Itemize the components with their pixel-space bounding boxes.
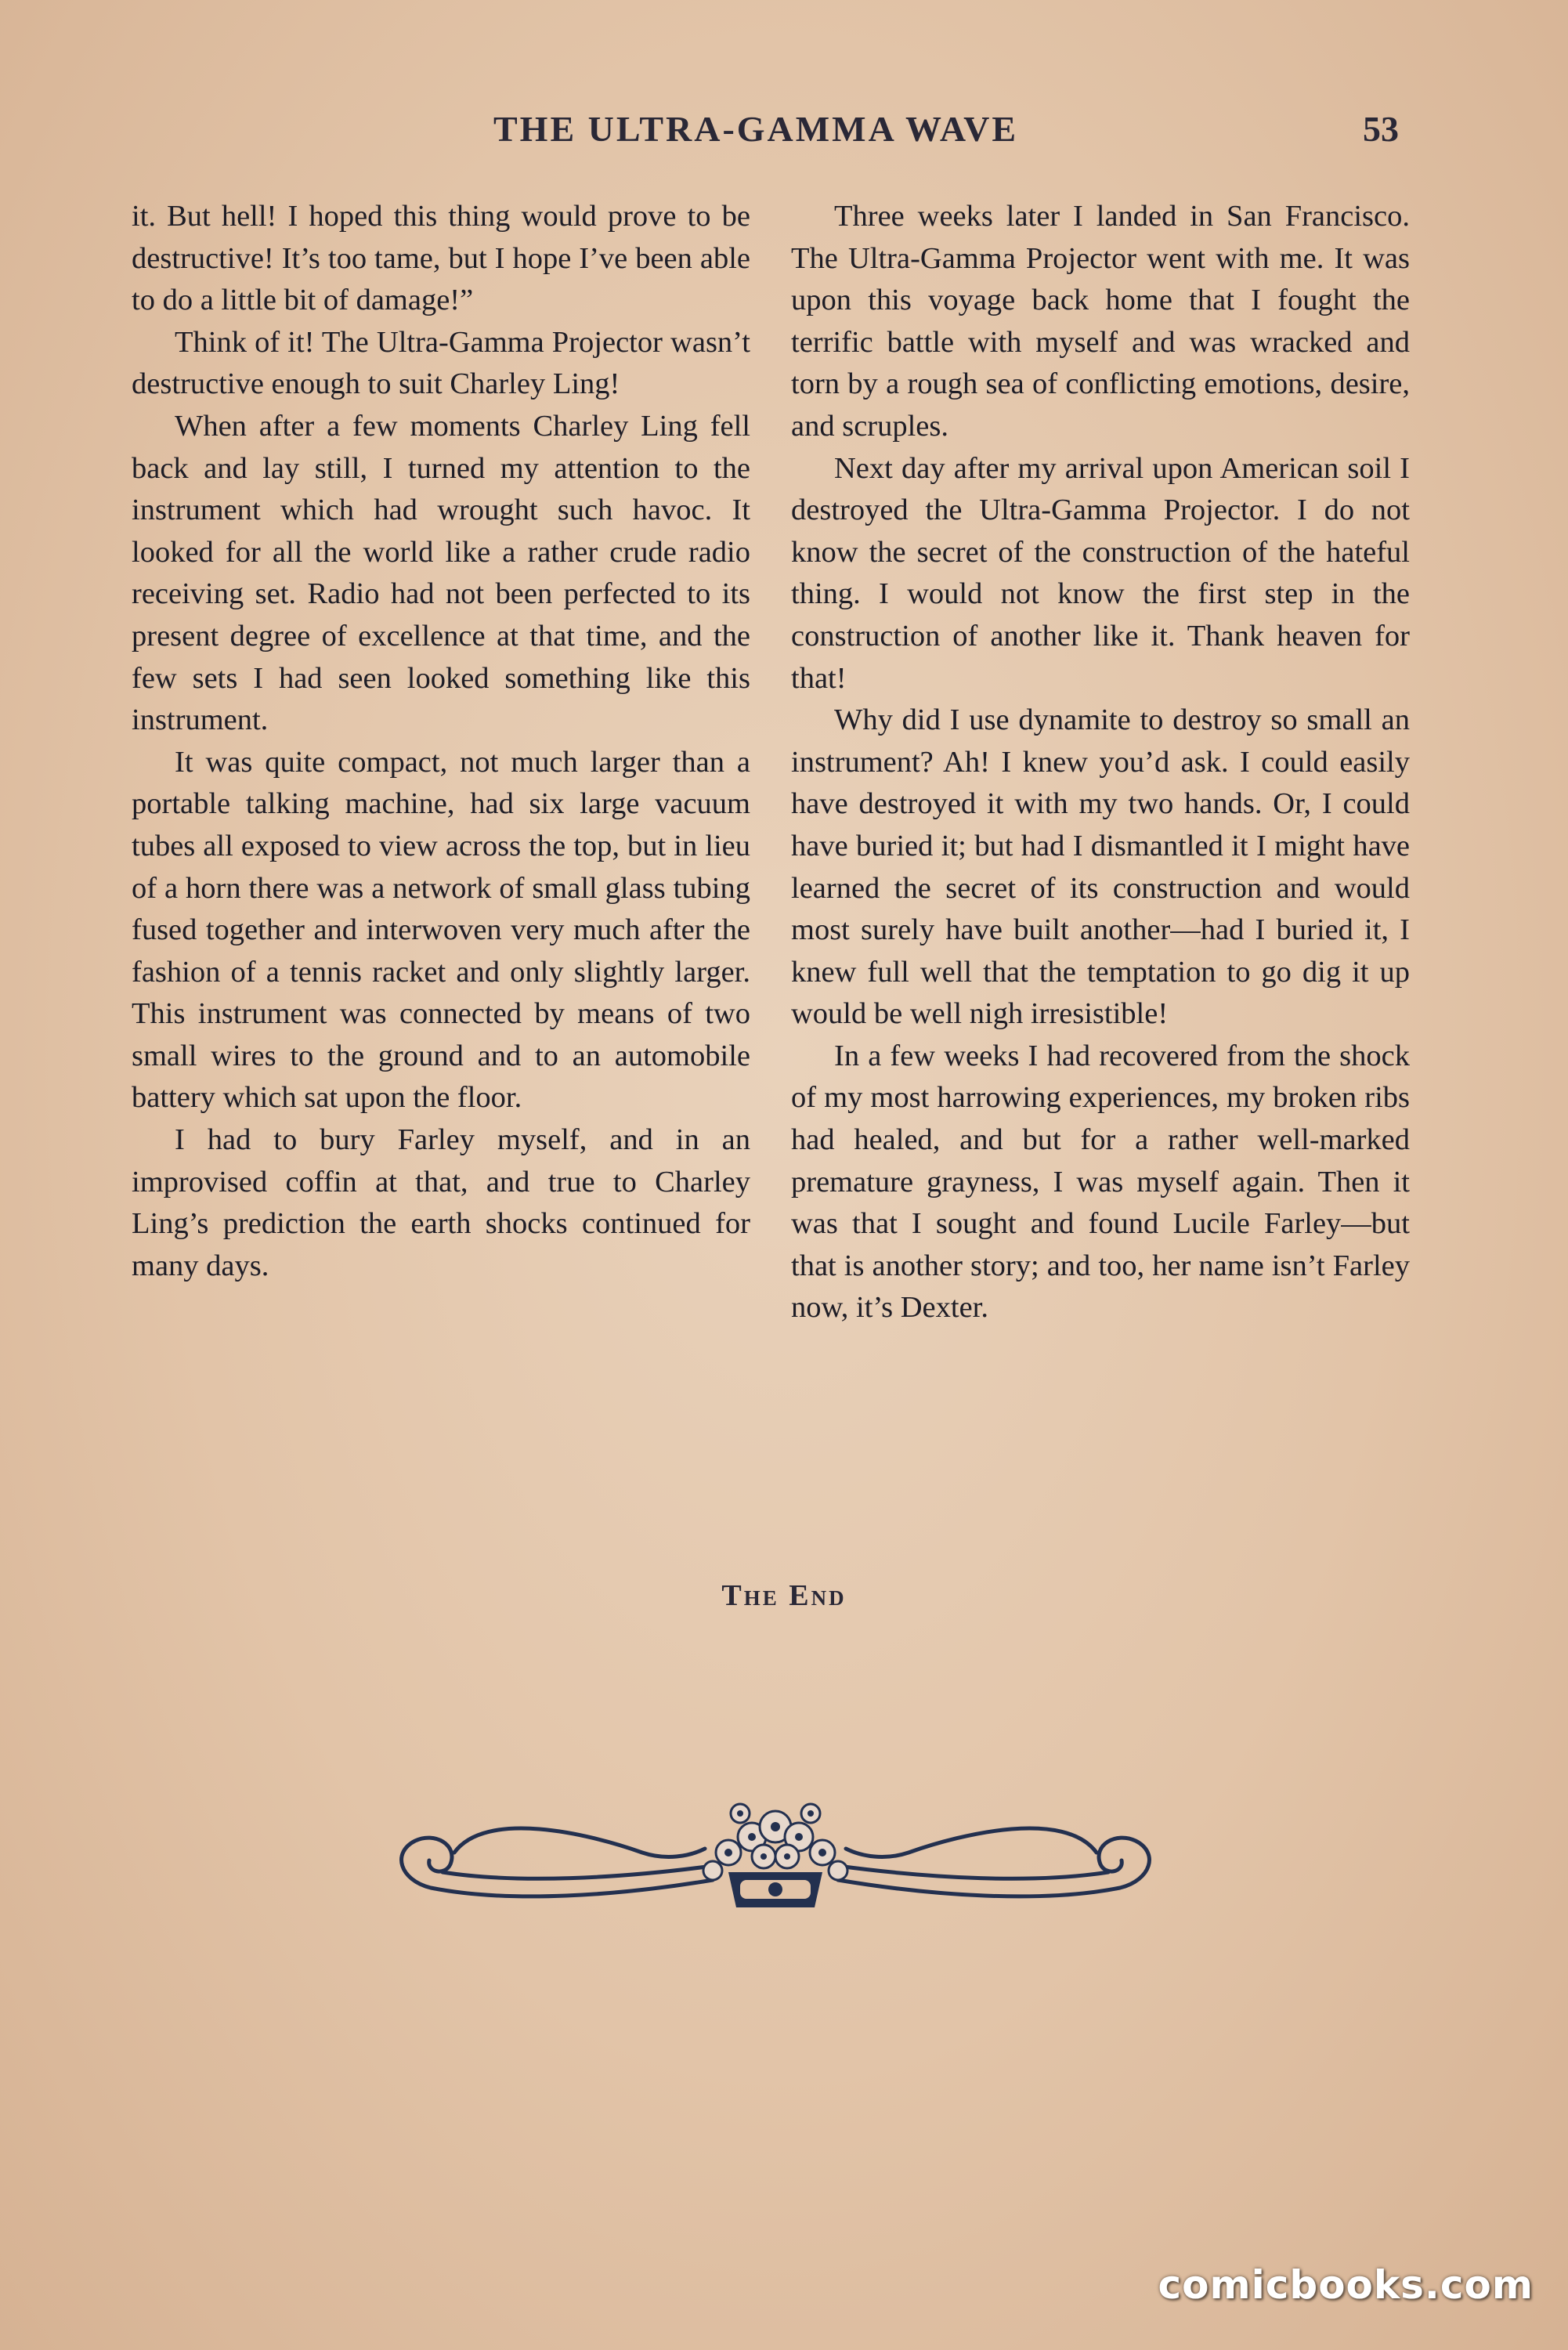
paragraph: When after a few moments Charley Ling fell back and lay still, I turned my attention to the instrument which had wrought such havoc. It looked for all the world like a rather crude radio receiving set. Radio had not been perfected to its present degree of excellence at that time, and the few sets I had seen looked something like this instrument. xyxy=(132,409,750,737)
paragraph: it. But hell! I hoped this thing would prove to be destructive! It’s too tame, but I hope I’ve been able to do a little bit of damage!” xyxy=(132,200,750,317)
paragraph: Next day after my arrival upon American soil I destroyed the Ultra-Gamma Projector. I do not know the secret of the construction of the hateful thing. I would not know the first step in the construction of another like it. Thank heaven for that! xyxy=(791,451,1410,695)
running-title: THE ULTRA-GAMMA WAVE xyxy=(493,109,1019,149)
watermark: comicbooks.com xyxy=(1158,2262,1534,2308)
left-column xyxy=(132,196,750,1287)
paragraph: Think of it! The Ultra-Gamma Projector wasn’t destructive enough to suit Charley Ling! xyxy=(132,325,750,401)
page-number: 53 xyxy=(1363,109,1399,149)
floral-vase-ornament-icon xyxy=(384,1778,1167,1919)
the-end-label: The End xyxy=(721,1579,847,1612)
paragraph: Three weeks later I landed in San Francisco. The Ultra-Gamma Projector went with me. It was upon this voyage back home that I fought the terrific battle with myself and was wracked and torn by a rough sea of conflicting emotions, desire, and scruples. xyxy=(791,200,1410,443)
right-column xyxy=(791,196,1410,1329)
paragraph: It was quite compact, not much larger than a portable talking machine, had six large vacuum tubes all exposed to view across the top, but in lieu of a horn there was a network of small glass tubing fused together and interwoven very much after the fashion of a tennis racket and only slightly larger. This instrument was connected by means of two small wires to the ground and to an automobile battery which sat upon the floor. xyxy=(132,745,750,1115)
paragraph: Why did I use dynamite to destroy so small an instrument? Ah! I knew you’d ask. I could easily have destroyed it with my two hands. Or, I could have buried it; but had I dismantled it I might have learned the secret of its construction and would most surely have built another—had I buried it, I knew full well that the temptation to go dig it up would be well nigh irresistible! xyxy=(791,703,1410,1031)
paragraph: In a few weeks I had recovered from the shock of my most harrowing experiences, my broken ribs had healed, and but for a rather well-marked premature grayness, I was myself again. Then it was that I sought and found Lucile Farley—but that is another story; and too, her name isn’t Farley now, it’s Dexter. xyxy=(791,1039,1410,1325)
paragraph: I had to bury Farley myself, and in an improvised coffin at that, and true to Charley Ling’s prediction the earth shocks continued for many days. xyxy=(132,1123,750,1282)
